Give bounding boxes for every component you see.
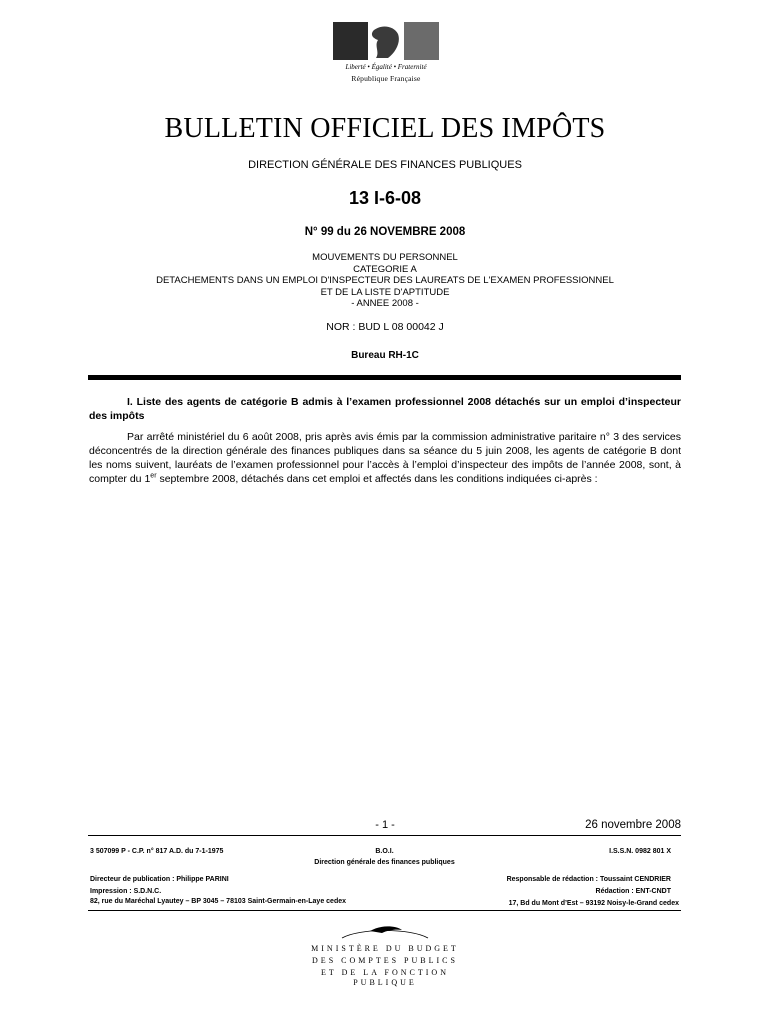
publication-footer: [88, 835, 681, 911]
ministry-line: DES COMPTES PUBLICS: [312, 956, 458, 965]
republique-francaise-logo: [333, 22, 439, 86]
footer-impression: Impression : S.D.N.C.: [90, 888, 162, 895]
footer-address-left: 82, rue du Maréchal Lyautey – BP 3045 – 78103 Saint-Germain-en-Laye cedex: [90, 898, 347, 905]
subject-line: CATEGORIE A: [353, 263, 417, 275]
footer-boi: B.O.I.: [375, 848, 394, 855]
footer-cp: 3 507099 P - C.P. n° 817 A.D. du 7-1-1975: [90, 848, 224, 855]
flag-band-left: [333, 22, 368, 60]
paragraph-text-part2: septembre 2008, détachés dans cet emploi et affectés dans les conditions indiquées ci-après :: [156, 473, 598, 485]
heading-divider: [88, 375, 681, 380]
subject-line: ET DE LA LISTE D'APTITUDE: [320, 286, 450, 298]
ministry-logo: [300, 922, 470, 987]
marianne-profile-icon: [368, 22, 404, 60]
issue-number: N° 99 du 26 NOVEMBRE 2008: [304, 226, 466, 238]
logo-republic: République Française: [351, 74, 421, 83]
ministry-emblem-icon: [300, 922, 470, 942]
flag-band-middle: [368, 22, 403, 60]
flag-band-right: [404, 22, 439, 60]
nor-reference: NOR : BUD L 08 00042 J: [326, 321, 444, 333]
ministry-line: MINISTÈRE DU BUDGET: [311, 944, 459, 953]
logo-motto: Liberté • Égalité • Fraternité: [345, 63, 427, 71]
marianne-flag-icon: [333, 22, 439, 60]
footer-directeur: Directeur de publication : Philippe PARINI: [90, 876, 229, 883]
body-paragraph: [89, 430, 681, 486]
subject-line: - ANNEE 2008 -: [351, 298, 419, 309]
paragraph-text-part1: Par arrêté ministériel du 6 août 2008, pris après avis émis par la commission administrative paritaire n° 3 des services déconcentrés de la direction générale des finances publiques dans sa séance du 5 juin 2008, les agents de catégorie B dont les noms suivent, lauréats de l’examen professionnel pour l’accès à l’emploi d’inspecteur des impôts de l’année 2008, sont, à compter du 1: [89, 431, 681, 485]
document-code: 13 I-6-08: [348, 188, 422, 208]
bureau-label: Bureau RH-1C: [351, 350, 419, 361]
page-number: - 1 -: [375, 819, 395, 831]
direction-label: DIRECTION GÉNÉRALE DES FINANCES PUBLIQUES: [248, 159, 522, 171]
paragraph-superscript: er: [150, 472, 157, 480]
subject-block: [0, 252, 770, 310]
subject-line: DETACHEMENTS DANS UN EMPLOI D'INSPECTEUR DES LAUREATS DE L'EXAMEN PROFESSIONNEL: [156, 275, 614, 286]
footer-address-right: 17, Bd du Mont d’Est – 93192 Noisy-le-Grand cedex: [508, 900, 679, 907]
footer-issn: I.S.S.N. 0982 801 X: [609, 848, 671, 855]
section-heading: I. Liste des agents de catégorie B admis à l’examen professionnel 2008 détachés sur un emploi d’inspecteur des impôts: [89, 396, 681, 422]
footer-date: 26 novembre 2008: [585, 819, 681, 831]
ministry-line: ET DE LA FONCTION PUBLIQUE: [321, 968, 449, 987]
footer-redaction: Rédaction : ENT-CNDT: [595, 888, 671, 895]
subject-line: MOUVEMENTS DU PERSONNEL: [312, 252, 458, 263]
page-title: BULLETIN OFFICIEL DES IMPÔTS: [164, 113, 606, 144]
footer-responsable: Responsable de rédaction : Toussaint CENDRIER: [506, 876, 671, 883]
footer-dgfip: Direction générale des finances publiques: [314, 859, 455, 866]
